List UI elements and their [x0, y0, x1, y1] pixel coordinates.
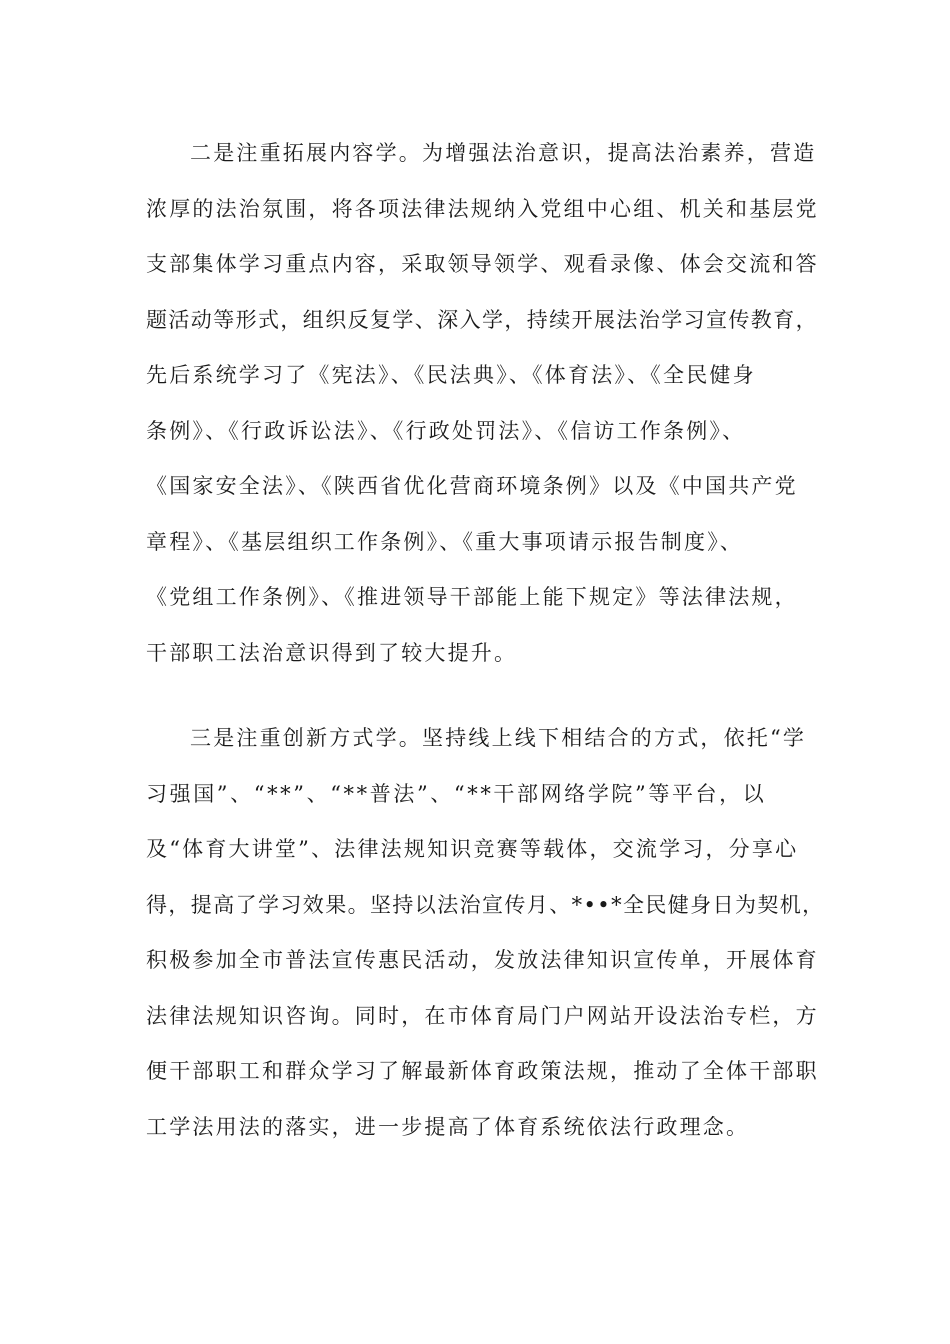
paragraph-line: 三是注重创新方式学。坚持线上线下相结合的方式，依托“学 — [190, 726, 807, 750]
paragraph-line: 章程》、《基层组织工作条例》、《重大事项请示报告制度》、 — [146, 529, 744, 554]
paragraph-line: 条例》、《行政诉讼法》、《行政处罚法》、《信访工作条例》、 — [146, 418, 746, 443]
paragraph-line: 《党组工作条例》、《推进领导干部能上能下规定》等法律法规， — [146, 585, 798, 609]
paragraph-line: 支部集体学习重点内容，采取领导领学、观看录像、体会交流和答 — [146, 252, 819, 276]
paragraph-line: 便干部职工和群众学习了解最新体育政策法规，推动了全体干部职 — [146, 1059, 819, 1083]
paragraph-method-learning — [146, 711, 825, 1155]
paragraph-line: 二是注重拓展内容学。为增强法治意识，提高法治素养，营造 — [190, 141, 817, 165]
paragraph-line: 工学法用法的落实，进一步提高了体育系统依法行政理念。 — [146, 1114, 750, 1139]
paragraph-line: 《国家安全法》、《陕西省优化营商环境条例》以及《中国共产党 — [146, 474, 798, 498]
paragraph-line: 题活动等形式，组织反复学、深入学，持续开展法治学习宣传教育， — [146, 307, 818, 332]
paragraph-line: 先后系统学习了《宪法》、《民法典》、《体育法》、《全民健身 — [146, 363, 756, 387]
paragraph-line: 习强国”、“**”、“**普法”、“**干部网络学院”等平台，以 — [146, 781, 767, 806]
paragraph-line: 干部职工法治意识得到了较大提升。 — [146, 640, 518, 665]
paragraph-line: 得，提高了学习效果。坚持以法治宣传月、*••*全民健身日为契机， — [146, 892, 825, 917]
paragraph-line: 浓厚的法治氛围，将各项法律法规纳入党组中心组、机关和基层党 — [146, 196, 819, 221]
paragraph-line: 及“体育大讲堂”、法律法规知识竞赛等载体，交流学习，分享心 — [146, 837, 799, 861]
paragraph-line: 积极参加全市普法宣传惠民活动，发放法律知识宣传单，开展体育 — [146, 948, 819, 972]
document-body — [146, 126, 825, 1155]
paragraph-line: 法律法规知识咨询。同时，在市体育局门户网站开设法治专栏，方 — [146, 1003, 819, 1028]
paragraph-content-learning — [146, 126, 819, 681]
